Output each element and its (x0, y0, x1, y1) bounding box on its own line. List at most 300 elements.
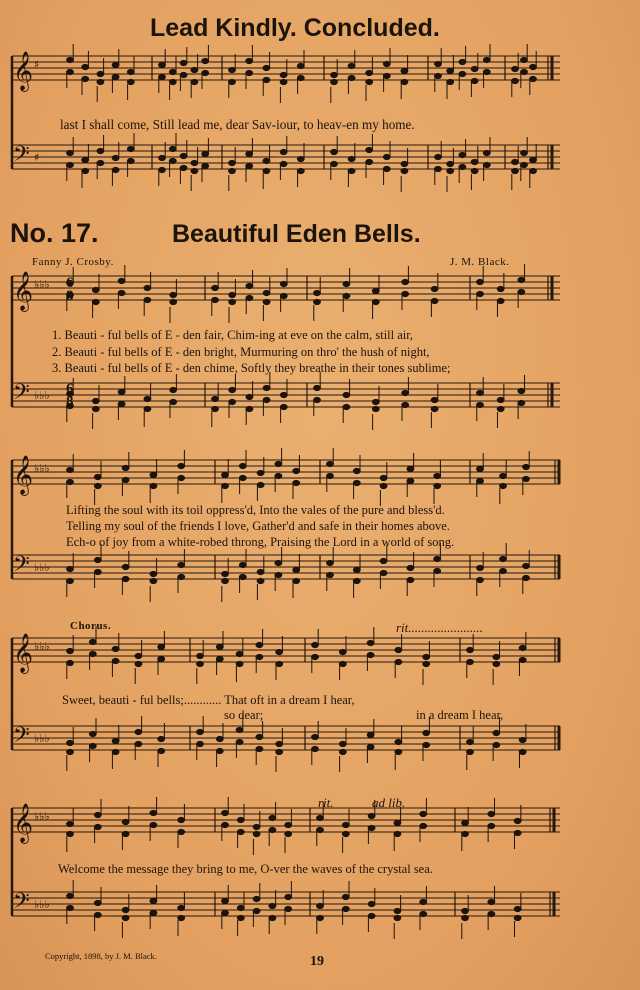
note-head (67, 150, 74, 155)
bass-clef-icon: 𝄢 (13, 552, 30, 582)
note-head (348, 75, 355, 80)
note-head (239, 463, 246, 468)
note-head (514, 915, 521, 920)
note-head (280, 149, 287, 154)
note-head (122, 819, 129, 824)
note-head (395, 647, 402, 652)
note-head (521, 57, 528, 62)
note-head (353, 578, 360, 583)
note-head (253, 831, 260, 836)
note-head (253, 824, 260, 829)
note-head (169, 158, 176, 163)
note-head (94, 900, 101, 905)
note-head (127, 158, 134, 163)
note-head (67, 821, 74, 826)
note-head (94, 557, 101, 562)
note-head (493, 730, 500, 735)
note-head (431, 397, 438, 402)
note-head (263, 397, 270, 402)
note-head (122, 907, 129, 912)
note-head (280, 161, 287, 166)
note-head (127, 146, 134, 151)
note-head (523, 476, 530, 481)
note-head (483, 57, 490, 62)
note-head (256, 642, 263, 647)
note-head (343, 392, 350, 397)
note-head (67, 660, 74, 665)
note-head (394, 908, 401, 913)
note-head (246, 58, 253, 63)
note-head (280, 404, 287, 409)
note-head (366, 159, 373, 164)
note-head (368, 813, 375, 818)
note-head (342, 822, 349, 827)
note-head (380, 475, 387, 480)
note-head (67, 648, 74, 653)
note-head (236, 739, 243, 744)
note-head (122, 915, 129, 920)
ad-lib-mark: ad lib. (372, 795, 406, 810)
treble-clef-icon: 𝄞 (13, 51, 34, 91)
note-head (297, 156, 304, 161)
note-head (431, 286, 438, 291)
note-head (462, 820, 469, 825)
note-head (342, 831, 349, 836)
note-head (297, 75, 304, 80)
note-head (420, 823, 427, 828)
note-head (317, 915, 324, 920)
note-head (239, 574, 246, 579)
note-head (343, 293, 350, 298)
note-head (462, 831, 469, 836)
note-head (159, 62, 166, 67)
note-head (229, 299, 236, 304)
note-head (514, 906, 521, 911)
note-head (483, 69, 490, 74)
note-head (380, 483, 387, 488)
note-head (180, 60, 187, 65)
chorus-line-1: Sweet, beauti - ful bells;............ That oft in a dream I hear, (62, 693, 355, 707)
note-head (368, 913, 375, 918)
note-head (237, 915, 244, 920)
note-head (150, 578, 157, 583)
author-credit: Fanny J. Crosby. (32, 256, 114, 268)
note-head (348, 156, 355, 161)
note-head (89, 743, 96, 748)
note-head (435, 166, 442, 171)
note-head (150, 483, 157, 488)
note-head (477, 478, 484, 483)
note-head (236, 661, 243, 666)
note-head (518, 388, 525, 393)
note-head (383, 166, 390, 171)
note-head (246, 283, 253, 288)
note-head (112, 738, 119, 743)
note-head (514, 830, 521, 835)
note-head (530, 64, 537, 69)
note-head (293, 578, 300, 583)
note-head (395, 749, 402, 754)
note-head (402, 390, 409, 395)
note-head (263, 290, 270, 295)
note-head (471, 66, 478, 71)
note-head (246, 406, 253, 411)
rit-mark: rit. (318, 795, 334, 810)
note-head (493, 661, 500, 666)
note-head (459, 59, 466, 64)
note-head (82, 157, 89, 162)
note-head (488, 911, 495, 916)
note-head (269, 915, 276, 920)
verse-3-line-2: Ech-o of joy from a white-robed throng, Praising the Lord in a world of song. (66, 535, 455, 549)
note-head (348, 168, 355, 173)
note-head (94, 569, 101, 574)
note-head (82, 76, 89, 81)
note-head (229, 160, 236, 165)
note-head (118, 278, 125, 283)
note-head (236, 651, 243, 656)
note-head (112, 167, 119, 172)
note-head (402, 402, 409, 407)
note-head (67, 467, 74, 472)
note-head (202, 163, 209, 168)
bass-clef-icon: 𝄢 (13, 723, 30, 753)
note-head (395, 659, 402, 664)
note-head (402, 279, 409, 284)
note-head (331, 149, 338, 154)
note-head (493, 654, 500, 659)
note-head (366, 147, 373, 152)
note-head (407, 577, 414, 582)
note-head (407, 478, 414, 483)
note-head (447, 161, 454, 166)
note-head (331, 72, 338, 77)
note-head (497, 298, 504, 303)
note-head (521, 162, 528, 167)
treble-clef-icon: 𝄞 (13, 633, 34, 673)
note-head (339, 661, 346, 666)
note-head (312, 746, 319, 751)
note-head (518, 400, 525, 405)
note-head (407, 466, 414, 471)
note-head (401, 161, 408, 166)
note-head (285, 906, 292, 911)
note-head (423, 742, 430, 747)
note-head (122, 564, 129, 569)
note-head (212, 406, 219, 411)
note-head (407, 565, 414, 570)
note-head (150, 571, 157, 576)
note-head (89, 639, 96, 644)
note-head (229, 387, 236, 392)
note-head (222, 578, 229, 583)
note-head (150, 898, 157, 903)
note-head (222, 898, 229, 903)
note-head (423, 730, 430, 735)
note-head (339, 749, 346, 754)
verse-2-line-1: 2. Beauti - ful bells of E - den bright, Murmuring on thro' the hush of night, (52, 345, 430, 359)
note-head (280, 293, 287, 298)
note-head (431, 406, 438, 411)
note-head (477, 565, 484, 570)
note-head (317, 827, 324, 832)
note-head (178, 817, 185, 822)
note-head (366, 70, 373, 75)
time-signature-treble: 6 8 (66, 275, 74, 304)
note-head (67, 905, 74, 910)
hymn-title: Beautiful Eden Bells. (172, 220, 421, 248)
note-head (246, 394, 253, 399)
note-head (367, 732, 374, 737)
note-head (216, 656, 223, 661)
note-head (246, 151, 253, 156)
note-head (159, 74, 166, 79)
note-head (222, 822, 229, 827)
note-head (530, 157, 537, 162)
note-head (383, 73, 390, 78)
bass-clef-icon: 𝄢 (13, 889, 30, 919)
note-head (178, 574, 185, 579)
note-head (122, 831, 129, 836)
note-head (178, 475, 185, 480)
note-head (170, 299, 177, 304)
note-head (239, 475, 246, 480)
note-head (89, 651, 96, 656)
note-head (339, 649, 346, 654)
note-head (383, 61, 390, 66)
note-head (263, 77, 270, 82)
note-head (380, 558, 387, 563)
note-head (514, 818, 521, 823)
note-head (530, 168, 537, 173)
note-head (483, 162, 490, 167)
composer-credit: J. M. Black. (450, 256, 510, 268)
note-head (112, 62, 119, 67)
note-head (135, 729, 142, 734)
note-head (275, 560, 282, 565)
note-head (263, 168, 270, 173)
note-head (202, 58, 209, 63)
note-head (394, 831, 401, 836)
note-head (256, 746, 263, 751)
key-signature-icon: ♭♭♭ (34, 278, 50, 291)
note-head (477, 577, 484, 582)
note-head (97, 79, 104, 84)
note-head (275, 572, 282, 577)
note-head (317, 815, 324, 820)
note-head (395, 739, 402, 744)
note-head (420, 811, 427, 816)
note-head (471, 168, 478, 173)
note-head (197, 741, 204, 746)
note-head (257, 578, 264, 583)
note-head (462, 908, 469, 913)
note-head (331, 79, 338, 84)
note-head (434, 483, 441, 488)
note-head (257, 569, 264, 574)
note-head (488, 823, 495, 828)
note-head (477, 466, 484, 471)
chorus-alto-2: in a dream I hear, (416, 708, 504, 722)
note-head (447, 168, 454, 173)
note-head (67, 893, 74, 898)
treble-clef-icon: 𝄞 (13, 803, 34, 843)
note-head (216, 644, 223, 649)
note-head (67, 740, 74, 745)
note-head (263, 158, 270, 163)
note-head (67, 57, 74, 62)
note-head (92, 287, 99, 292)
note-head (178, 829, 185, 834)
note-head (467, 659, 474, 664)
note-head (222, 483, 229, 488)
note-head (353, 480, 360, 485)
note-head (197, 653, 204, 658)
note-head (144, 396, 151, 401)
note-head (500, 556, 507, 561)
note-head (67, 162, 74, 167)
note-head (401, 79, 408, 84)
note-head (94, 474, 101, 479)
verse-1-line-1: 1. Beauti - ful bells of E - den fair, Chim-ing at eve on the calm, still air, (52, 328, 414, 342)
note-head (467, 739, 474, 744)
note-head (269, 815, 276, 820)
note-head (239, 562, 246, 567)
note-head (521, 69, 528, 74)
note-head (434, 568, 441, 573)
note-head (368, 825, 375, 830)
note-head (212, 297, 219, 302)
note-head (519, 749, 526, 754)
note-head (263, 385, 270, 390)
note-head (312, 654, 319, 659)
page-title: Lead Kindly. Concluded. (150, 14, 440, 42)
note-head (367, 640, 374, 645)
note-head (144, 406, 151, 411)
note-head (150, 810, 157, 815)
note-head (327, 560, 334, 565)
note-head (368, 901, 375, 906)
note-head (191, 79, 198, 84)
note-head (112, 646, 119, 651)
note-head (67, 479, 74, 484)
verse-1-line-2: Lifting the soul with its toil oppress'd, Into the vales of the pure and bless'd. (66, 503, 445, 517)
note-head (293, 468, 300, 473)
note-head (67, 578, 74, 583)
note-head (401, 168, 408, 173)
note-head (276, 749, 283, 754)
note-head (178, 463, 185, 468)
note-head (530, 76, 537, 81)
note-head (256, 654, 263, 659)
note-head (118, 389, 125, 394)
chorus-line-2: Welcome the message they bring to me, O-ver the waves of the crystal sea. (58, 862, 433, 876)
note-head (372, 288, 379, 293)
note-head (467, 749, 474, 754)
note-head (434, 473, 441, 478)
bass-clef-icon: 𝄢 (13, 142, 30, 172)
note-head (170, 387, 177, 392)
note-head (263, 299, 270, 304)
note-head (229, 168, 236, 173)
note-head (229, 292, 236, 297)
bass-clef-icon: 𝄢 (13, 380, 30, 410)
note-head (434, 556, 441, 561)
note-head (471, 78, 478, 83)
note-head (280, 72, 287, 77)
note-head (180, 165, 187, 170)
note-head (150, 472, 157, 477)
note-head (343, 404, 350, 409)
note-head (118, 290, 125, 295)
note-head (500, 568, 507, 573)
note-head (118, 401, 125, 406)
note-head (353, 567, 360, 572)
note-head (423, 654, 430, 659)
note-head (269, 903, 276, 908)
note-head (435, 154, 442, 159)
note-head (462, 915, 469, 920)
note-head (401, 68, 408, 73)
note-head (314, 397, 321, 402)
note-head (237, 905, 244, 910)
note-head (523, 563, 530, 568)
note-head (518, 289, 525, 294)
note-head (158, 656, 165, 661)
note-head (158, 748, 165, 753)
note-head (222, 472, 229, 477)
note-head (150, 822, 157, 827)
note-head (348, 63, 355, 68)
note-head (158, 736, 165, 741)
note-head (222, 910, 229, 915)
note-head (67, 749, 74, 754)
note-head (280, 392, 287, 397)
treble-clef-icon: 𝄞 (13, 271, 34, 311)
note-head (158, 644, 165, 649)
note-head (519, 645, 526, 650)
note-head (493, 742, 500, 747)
treble-clef-icon: 𝄞 (13, 455, 34, 495)
note-head (180, 153, 187, 158)
note-head (94, 483, 101, 488)
note-head (122, 477, 129, 482)
note-head (497, 286, 504, 291)
note-head (159, 155, 166, 160)
key-signature-icon: ♭♭♭ (34, 462, 50, 475)
note-head (135, 653, 142, 658)
key-signature-icon: ♭♭♭ (34, 389, 50, 402)
note-head (293, 480, 300, 485)
copyright-notice: Copyright, 1898, by J. M. Black. (45, 951, 157, 961)
note-head (127, 79, 134, 84)
note-head (477, 279, 484, 284)
note-head (229, 399, 236, 404)
note-head (246, 295, 253, 300)
key-signature-icon: ♭♭♭ (34, 640, 50, 653)
note-head (269, 827, 276, 832)
note-head (169, 79, 176, 84)
note-head (92, 299, 99, 304)
note-head (312, 642, 319, 647)
note-head (82, 64, 89, 69)
note-head (327, 572, 334, 577)
note-head (276, 661, 283, 666)
verse-2-line-2: Telling my soul of the friends I love, Gather'd and safe in their homes above. (66, 519, 450, 533)
key-signature-icon: ♭♭♭ (34, 898, 50, 911)
note-head (342, 906, 349, 911)
note-head (420, 899, 427, 904)
